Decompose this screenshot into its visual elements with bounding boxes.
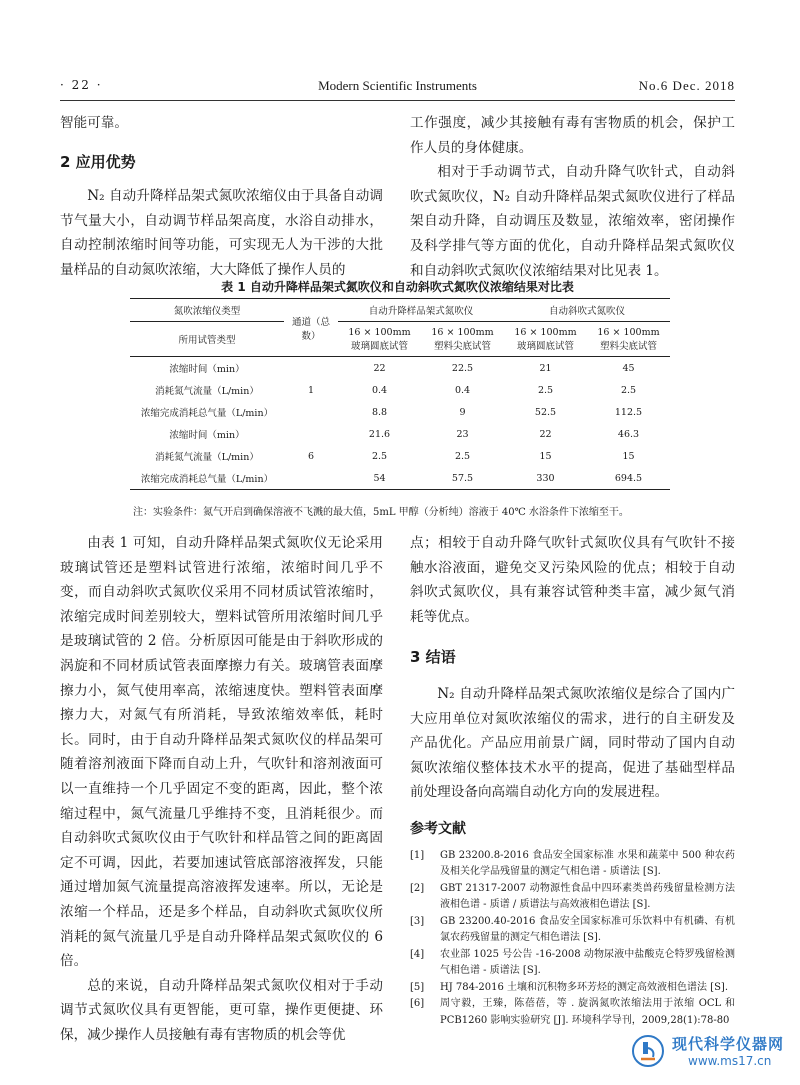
header-cell: 自动升降样品架式氮吹仪 [338,299,504,322]
paragraph: 点；相较于自动升降气吹针式氮吹仪具有气吹针不接触水浴液面，避免交叉污染风险的优点；相较于自动斜吹式氮吹仪，具有兼容试管种类丰富，减少氮气消耗等优点。 [410,535,735,625]
header-cell: 通道（总数） [284,299,338,357]
tube-type: 玻璃圆底试管 [350,340,408,352]
header-cell [587,322,670,357]
value-cell: 0.4 [454,384,471,396]
journal-name: Modern Scientific Instruments [318,78,477,93]
value-cell: 330 [504,467,587,490]
watermark-url: www.ms17.cn [688,1054,772,1068]
value-cell: 0.4 [371,384,388,396]
watermark-title: 现代科学仪器网 [672,1035,785,1053]
row-label: 浓缩完成消耗总气量（L/min） [140,408,274,419]
value-cell: 2.5 [371,450,388,462]
reference-item [410,914,735,947]
reference-text: GB 23200.40-2016 食品安全国家标准可乐饮料中有机磷、有机氯农药残留量的测定气相色谱法 [S]. [440,915,735,944]
value-cell: 2.5 [620,384,637,396]
header-cell: 所用试管类型 [130,322,284,357]
value-cell: 22.5 [451,362,474,374]
paragraph: N₂ 自动升降样品架式氮吹浓缩仪由于具备自动调节气量大小，自动调节样品架高度，水浴自动排水，自动控制浓缩时间等功能，可实现无人为干涉的大批量样品的自动氮吹浓缩，大大降低了操作人员的 [60,188,383,278]
reference-text: 农业部 1025 号公告 -16-2008 动物尿液中盐酸克仑特罗残留检测气相色谱 - 质谱法 [S]. [440,948,735,977]
reference-number: [2] [410,882,425,894]
reference-text: GB 23200.8-2016 食品安全国家标准 水果和蔬菜中 500 种农药及相关化学品残留量的测定气相色谱 - 质谱法 [S]. [440,849,735,878]
table-caption: 表 1 自动升降样品架式氮吹仪和自动斜吹式氮吹仪浓缩结果对比表 [221,280,574,294]
tube-size: 16 × 100mm [348,326,411,338]
section-heading-2: 2 应用优势 [60,152,136,171]
paragraph: 智能可靠。 [60,115,128,131]
value-cell: 54 [338,467,421,490]
paragraph: 总的来说，自动升降样品架式氮吹仪相对于手动调节式氮吹仪具有更智能，更可靠，操作更便捷、环保，减少操作人员接触有毒有害物质的机会等优 [60,977,383,1043]
value-cell: 52.5 [534,406,557,418]
value-cell: 45 [622,362,635,374]
left-column-bottom [60,531,383,1047]
reference-text: 周守毅，王臻，陈蓓蓓，等 . 旋涡氮吹浓缩法用于浓缩 OCL 和 PCB1260 影响实验研究 [J]. 环境科学导刊，2009,28(1):78-80 [440,998,735,1026]
reference-number: [3] [410,915,425,927]
value-cell: 22 [373,362,386,374]
table-header-row [130,299,670,322]
reference-text: HJ 784-2016 土壤和沉积物多环芳烃的测定高效液相色谱法 [S]. [440,981,729,993]
reference-item [410,848,735,881]
reference-item [410,881,735,914]
reference-item [410,947,735,980]
references-list [410,848,735,1030]
page-number: · 22 · [60,78,103,92]
paragraph: 工作强度，减少其接触有毒有害物质的机会，保护工作人员的身体健康。 [410,115,735,156]
tube-size: 16 × 100mm [431,326,494,338]
value-cell: 21 [539,362,552,374]
value-cell: 2.5 [454,450,471,462]
row-label: 浓缩完成消耗总气量（L/min） [130,467,284,490]
right-column-top [410,111,735,283]
table-row [130,467,670,490]
left-column-top [60,111,383,283]
value-cell: 57.5 [421,467,504,490]
header-cell [421,322,504,357]
header-cell [338,322,421,357]
table-row [130,445,670,467]
table-row [130,401,670,423]
table-header-row [130,322,670,357]
tube-type: 玻璃圆底试管 [516,340,574,352]
issue-info: No.6 Dec. 2018 [638,78,735,93]
reference-item [410,996,735,1029]
site-watermark [632,1033,792,1073]
running-header [60,78,735,98]
value-cell: 22 [539,428,552,440]
table-row [130,423,670,445]
paragraph: N₂ 自动升降样品架式氮吹浓缩仪是综合了国内广大应用单位对氮吹浓缩仪的需求，进行的自主研发及产品优化。产品应用前景广阔，同时带动了国内自动氮吹浓缩仪整体技术水平的提高，促进了基础型样品前处理设备向高端自动化方向的发展进程。 [410,685,735,801]
reference-number: [4] [410,948,425,960]
value-cell: 15 [622,450,635,462]
value-cell: 694.5 [587,467,670,490]
reference-text: GBT 21317-2007 动物源性食品中四环素类兽药残留量检测方法液相色谱 - 质谱 / 质谱法与高效液相色谱法 [S]. [440,882,735,911]
table-note: 注：实验条件：氮气开启到确保溶液不飞溅的最大值，5mL 甲醇（分析纯）溶液于 40℃ 水浴条件下浓缩至干。 [133,507,629,518]
value-cell: 21.6 [368,428,391,440]
header-cell: 氮吹浓缩仪类型 [130,299,284,322]
reference-number: [5] [410,981,425,993]
value-cell: 23 [456,428,469,440]
header-cell [504,322,587,357]
row-label: 消耗氮气流量（L/min） [155,452,259,463]
tube-size: 16 × 100mm [514,326,577,338]
microscope-logo-icon [632,1035,664,1067]
section-heading-3: 3 结语 [410,648,456,667]
value-cell: 9 [459,406,466,418]
value-cell: 8.8 [371,406,388,418]
results-table [130,298,670,490]
row-label: 浓缩时间（min） [169,364,245,375]
row-label: 消耗氮气流量（L/min） [155,386,259,397]
value-cell: 2.5 [537,384,554,396]
references-heading: 参考文献 [410,820,466,837]
tube-type: 塑料尖底试管 [433,340,491,352]
reference-item [410,980,735,997]
channel-cell: 1 [307,384,315,396]
paragraph: 相对于手动调节式，自动升降气吹针式，自动斜吹式氮吹仪，N₂ 自动升降样品架式氮吹仪进行了样品架自动升降，自动调压及数显，浓缩效率，密闭操作及科学排气等方面的优化，自动升降样品架式氮吹仪和自动斜吹式氮吹仪浓缩结果对比见表 1。 [410,164,735,279]
table-row [130,379,670,401]
reference-number: [6] [410,998,425,1010]
header-cell: 自动斜吹式氮吹仪 [504,299,670,322]
value-cell: 112.5 [614,406,643,418]
value-cell: 15 [539,450,552,462]
value-cell: 46.3 [617,428,640,440]
header-rule [60,100,735,101]
row-label: 浓缩时间（min） [169,430,245,441]
table-row [130,357,670,380]
tube-type: 塑料尖底试管 [599,340,657,352]
paragraph: 由表 1 可知，自动升降样品架式氮吹仪无论采用玻璃试管还是塑料试管进行浓缩，浓缩时间几乎不变，而自动斜吹式氮吹仪采用不同材质试管浓缩时，浓缩完成时间差别较大，塑料试管所用浓缩时间几乎是玻璃试管的 2 倍。分析原因可能是由于斜吹形成的涡旋和不同材质试管表面摩擦力有关。玻璃管表面摩擦力小，氮气使用率高，浓缩速度快。塑料管表面摩擦力大，对氮气有所消耗，导致浓缩效率低，耗时长。同时，由于自动升降样品架式氮吹仪的样品架可随着溶剂液面下降而自动上升，气吹针和溶剂液面可以一直维持一个几乎固定不变的距离，因此，整个浓缩过程中，氮气流量几乎维持不变，且消耗很少。而自动斜吹式氮吹仪由于气吹针和样品管之间的距离固定不可调，因此，若要加速试管底部溶液挥发，只能通过增加氮气流量提高溶液挥发速率。所以，无论是浓缩一个样品，还是多个样品，自动斜吹式氮吹仪所消耗的氮气流量几乎是自动升降样品架式氮吹仪的 6 倍。 [60,535,383,970]
reference-number: [1] [410,849,425,861]
right-column-bottom [410,531,735,1029]
tube-size: 16 × 100mm [597,326,660,338]
channel-cell: 6 [284,423,338,490]
